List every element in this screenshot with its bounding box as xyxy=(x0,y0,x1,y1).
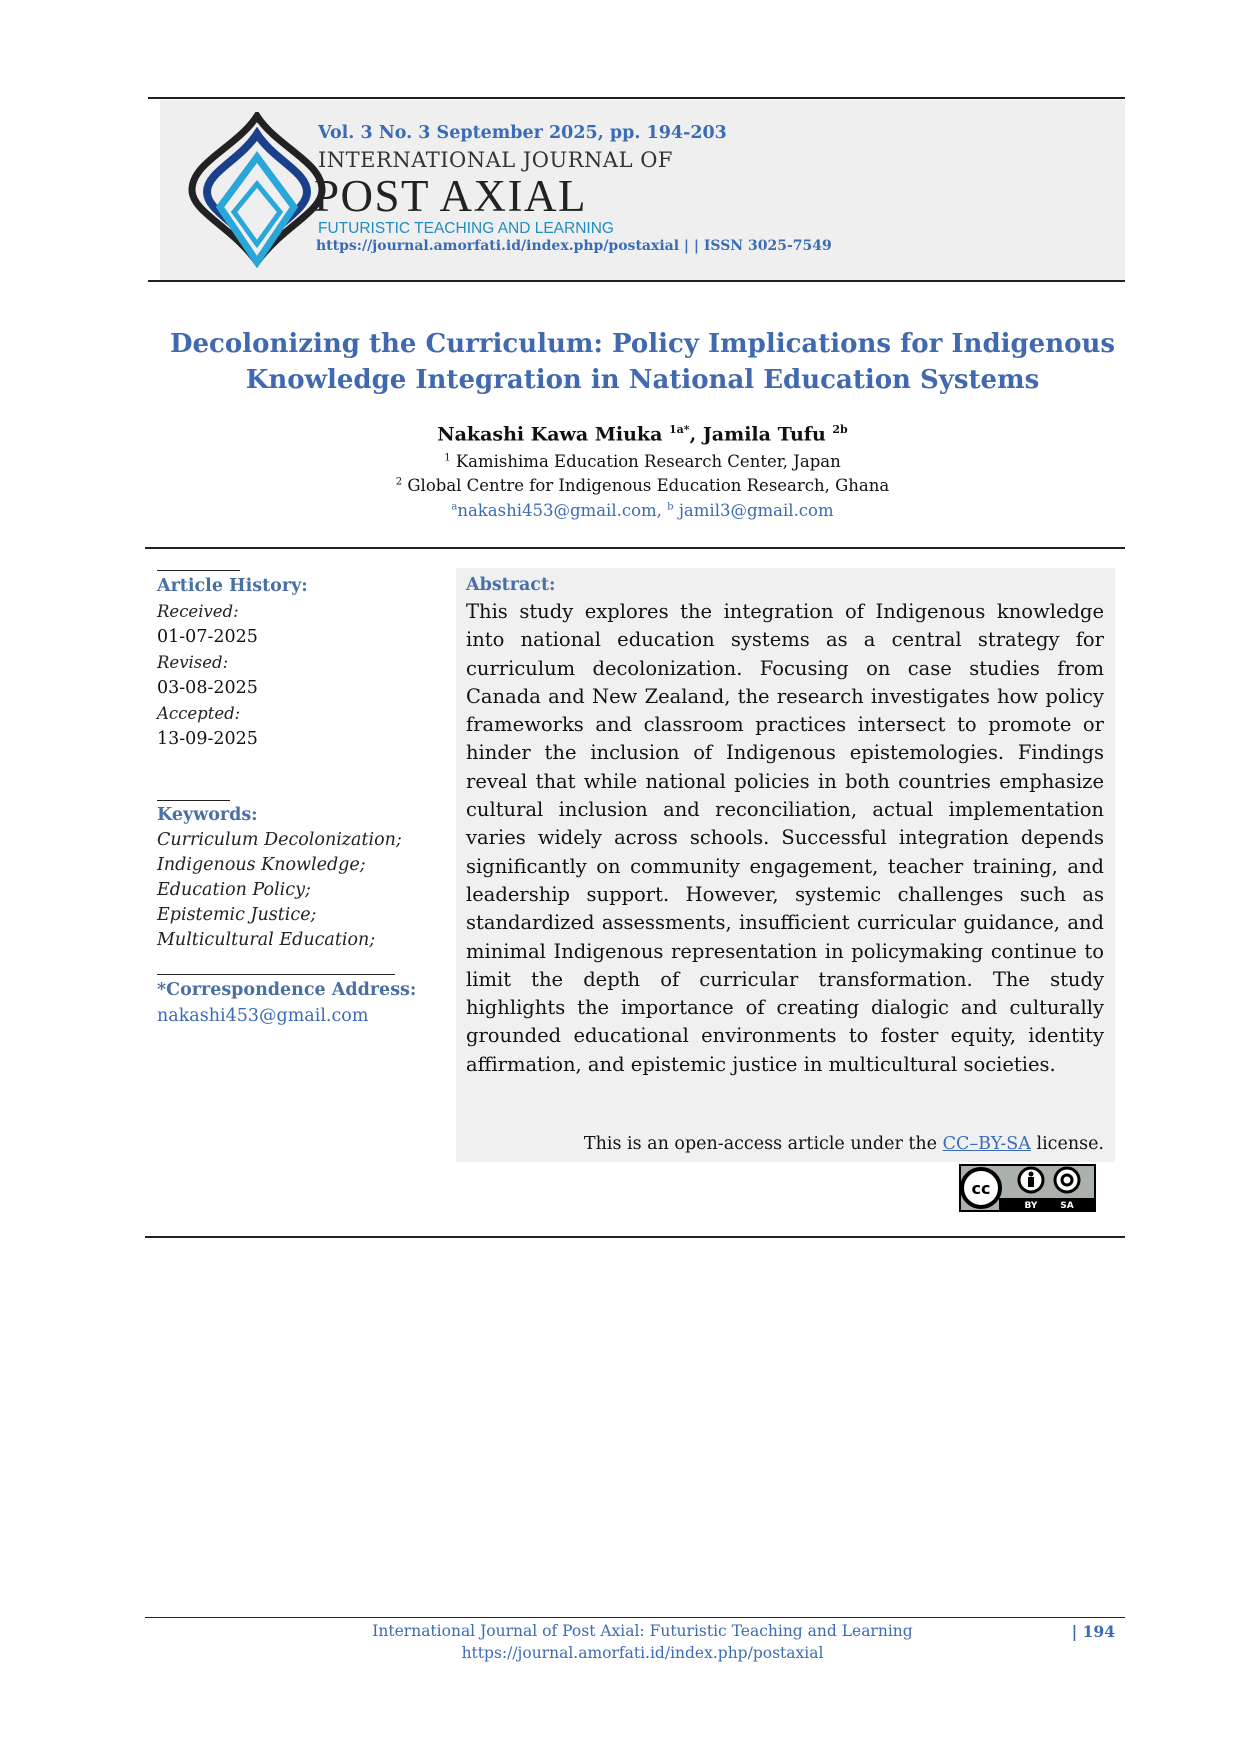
keyword-item: Curriculum Decolonization; xyxy=(157,830,402,850)
keywords-heading: Keywords: xyxy=(157,805,258,825)
journal-subtitle: FUTURISTIC TEACHING AND LEARNING xyxy=(318,220,614,237)
affiliation-number: 1 xyxy=(444,452,451,464)
footer-rule xyxy=(145,1617,1125,1618)
affiliation-number: 2 xyxy=(395,476,403,488)
cc-by-sa-badge-icon[interactable] xyxy=(959,1164,1096,1212)
author-email-link[interactable]: nakashi453@gmail.com, xyxy=(457,501,662,520)
author-affiliation-mark: 1a* xyxy=(669,423,690,436)
keyword-item: Multicultural Education; xyxy=(157,930,376,950)
accepted-label: Accepted: xyxy=(157,704,241,723)
author-name: Nakashi Kawa Miuka xyxy=(437,423,663,446)
author-name: Jamila Tufu xyxy=(702,423,826,446)
abstract-text: This study explores the integration of Indigenous knowledge into national education systems as a central strategy for curriculum decolonization. Focusing on case studies from Canada and New Zealand, the research investigates how policy frameworks and classroom practices intersect to promote or hinder the inclusion of Indigenous epistemologies. Findings reveal that while national policies in both countries emphasize cultural inclusion and reconciliation, actual implementation varies widely across schools. Successful integration depends significantly on community engagement, teacher training, and leadership support. However, systemic challenges such as standardized assessments, insufficient curricular guidance, and minimal Indigenous representation in policymaking continue to limit the depth of curricular transformation. The study highlights the importance of creating dialogic and culturally grounded educational environments to foster equity, identity affirmation, and epistemic justice in multicultural societies. xyxy=(466,600,1104,1076)
affiliation-2 xyxy=(160,476,1125,495)
keyword-item: Indigenous Knowledge; xyxy=(157,855,366,875)
cc-badge-sa: SA xyxy=(1060,1201,1074,1211)
license-link[interactable]: CC–BY-SA xyxy=(942,1134,1031,1154)
author-separator: , xyxy=(689,423,697,446)
article-title-line2: Knowledge Integration in National Education Systems xyxy=(245,365,1040,395)
correspondence-divider xyxy=(157,974,395,975)
correspondence-email[interactable]: nakashi453@gmail.com xyxy=(157,1006,369,1026)
footer-journal-name: International Journal of Post Axial: Futuristic Teaching and Learning xyxy=(372,1622,913,1640)
volume-info: Vol. 3 No. 3 September 2025, pp. 194-203 xyxy=(318,123,727,143)
affiliation-1 xyxy=(160,452,1125,471)
received-date: 01-07-2025 xyxy=(157,627,258,647)
email-mark: a xyxy=(451,501,458,513)
license-prefix: This is an open-access article under the xyxy=(583,1134,938,1154)
abstract-bottom-rule xyxy=(145,1236,1125,1238)
article-title xyxy=(160,326,1125,398)
cc-badge-by: BY xyxy=(1024,1201,1038,1211)
accepted-date: 13-09-2025 xyxy=(157,729,258,749)
keywords-divider xyxy=(157,800,230,801)
correspondence-heading: *Correspondence Address: xyxy=(157,980,417,1000)
keyword-item: Education Policy; xyxy=(157,880,311,900)
journal-name-line1: INTERNATIONAL JOURNAL OF xyxy=(318,148,673,172)
svg-text:cc: cc xyxy=(971,1179,991,1198)
abstract-heading: Abstract: xyxy=(466,575,556,595)
footer-journal-url[interactable]: https://journal.amorfati.id/index.php/postaxial xyxy=(461,1644,824,1662)
received-label: Received: xyxy=(157,602,239,621)
author-affiliation-mark: 2b xyxy=(832,423,848,436)
section-rule xyxy=(145,547,1125,549)
affiliation-text: Global Centre for Indigenous Education Research, Ghana xyxy=(407,476,890,495)
revised-label: Revised: xyxy=(157,653,229,672)
license-statement xyxy=(466,1134,1104,1154)
author-email-link[interactable]: jamil3@gmail.com xyxy=(678,501,834,520)
keyword-item: Epistemic Justice; xyxy=(157,905,317,925)
journal-url-issn[interactable]: https://journal.amorfati.id/index.php/postaxial | | ISSN 3025-7549 xyxy=(316,238,832,254)
history-divider xyxy=(157,570,240,571)
author-emails xyxy=(160,501,1125,520)
page-number: | 194 xyxy=(1071,1622,1115,1641)
article-title-line1: Decolonizing the Curriculum: Policy Implications for Indigenous xyxy=(169,329,1116,359)
post-axial-logo xyxy=(182,112,332,272)
license-suffix: license. xyxy=(1036,1134,1104,1154)
affiliation-text: Kamishima Education Research Center, Japan xyxy=(455,452,841,471)
email-mark: b xyxy=(667,501,674,513)
header-top-rule xyxy=(148,97,1125,99)
author-list xyxy=(160,423,1125,445)
article-history-heading: Article History: xyxy=(157,576,308,596)
revised-date: 03-08-2025 xyxy=(157,678,258,698)
header-bottom-rule xyxy=(148,280,1125,282)
journal-name-line2: POST AXIAL xyxy=(314,171,587,221)
